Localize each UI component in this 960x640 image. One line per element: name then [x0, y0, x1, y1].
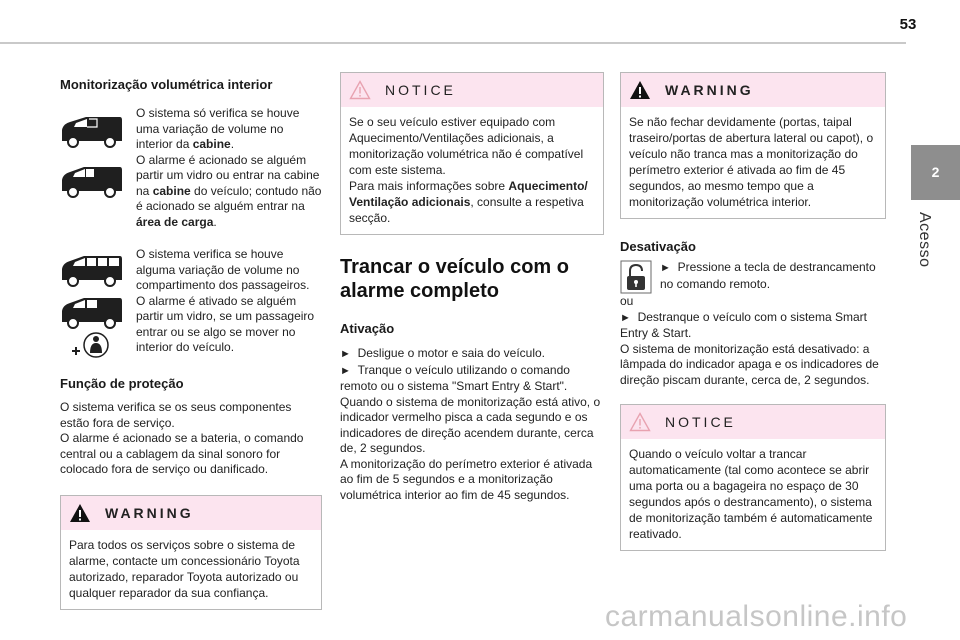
chapter-label-text: Acesso	[916, 212, 933, 268]
section-heading-protection: Função de proteção	[60, 376, 184, 391]
cabin-monitoring-text: O sistema só verifica se houve uma variação de volume no interior da cabine. O alarme é acionado se alguém partir um vidro ou entrar na cabine na cabine do veículo; contudo não é acionado se alguém entrar na área de carga.	[136, 106, 322, 229]
top-divider	[0, 42, 906, 44]
van-passenger-icon	[60, 253, 124, 289]
notice-label: NOTICE	[385, 82, 456, 98]
column-left	[60, 72, 322, 610]
bullet-arrow-icon: ►	[340, 348, 351, 360]
warning-box-header	[621, 73, 885, 107]
warning-text: Se não fechar devidamente (portas, taipal traseiro/portas de abertura lateral ou capot), o veículo não tranca mas a monitorização do perímetro exterior é ativada ao fim de 45 segundos, ao mesmo tempo que a monitorização volumétrica interior.	[629, 115, 874, 209]
warning-label: WARNING	[105, 504, 194, 521]
page-number: 53	[899, 16, 917, 33]
passenger-monitoring-block	[60, 247, 322, 359]
warning-box-header	[61, 496, 321, 530]
van-icons-group-2	[60, 247, 136, 359]
chapter-label	[910, 212, 938, 282]
deactivation-text: O sistema de monitorização está desativado: a lâmpada do indicador apaga e os indicadores de direção piscam durante, cerca de, 2 segundos.	[620, 341, 879, 387]
bullet-arrow-icon: ►	[660, 262, 671, 274]
activation-step-1: ► Desligue o motor e saia do veículo.	[340, 346, 545, 360]
deactivation-step-1-text: Pressione a tecla de destrancamento no comando remoto.	[660, 260, 876, 291]
warning-icon	[629, 80, 651, 100]
section-title-lock-alarm: Trancar o veículo com o alarme completo	[340, 256, 569, 302]
cabin-monitoring-block	[60, 106, 322, 230]
warning-label: WARNING	[665, 82, 754, 98]
activation-step-2: ► Tranque o veículo utilizando o comando remoto ou o sistema "Smart Entry & Start".	[340, 362, 570, 393]
protection-text-1: O sistema verifica se os seus componentes estão fora de serviço.	[60, 400, 292, 430]
warning-icon	[69, 503, 91, 523]
notice-box-header	[621, 405, 885, 439]
plus-heater-icon	[70, 331, 110, 359]
warning-box-closing	[620, 72, 886, 219]
warning-box-service	[60, 495, 322, 610]
notice-label: NOTICE	[665, 414, 736, 430]
section-heading-interior-monitoring: Monitorização volumétrica interior	[60, 77, 273, 92]
column-middle	[340, 72, 604, 503]
notice-text: Se o seu veículo estiver equipado com Aquecimento/Ventilações adicionais, a monitorização volumétrica não é compatível com este sistema. Para mais informações sobre Aquecimento/ Ventilação adicionais, consulte a respetiva secção.	[349, 115, 588, 225]
van-cabin-long-icon	[60, 164, 124, 200]
notice-box-header	[341, 73, 603, 107]
watermark: carmanualsonline.info	[605, 600, 908, 633]
van-cabin-icon	[60, 114, 124, 150]
deactivation-step-2: ► Destranque o veículo com o sistema Smart Entry & Start.	[620, 309, 867, 340]
unlock-key-icon	[620, 260, 652, 294]
section-heading-activation: Ativação	[340, 321, 395, 336]
van-accessory-icon	[60, 295, 124, 331]
van-icons-group-1	[60, 106, 136, 230]
notice-icon	[349, 80, 371, 100]
chapter-tab[interactable]: 2	[911, 145, 960, 200]
activation-text-2: A monitorização do perímetro exterior é ativada ao fim de 5 segundos e a monitorização volumétrica interior ao fim de 45 segundos.	[340, 456, 593, 502]
protection-text-2: O alarme é acionado se a bateria, o comando central ou a cablagem da sinal sonoro for colocado fora de serviço ou danificado.	[60, 431, 304, 476]
warning-text: Para todos os serviços sobre o sistema de alarme, contacte um concessionário Toyota autorizado, reparador Toyota autorizado ou qualquer reparador da sua confiança.	[69, 537, 300, 600]
section-heading-deactivation: Desativação	[620, 239, 696, 254]
notice-icon	[629, 412, 651, 432]
notice-box-heating	[340, 72, 604, 235]
notice-box-relock	[620, 404, 886, 551]
passenger-monitoring-text: O sistema verifica se houve alguma variação de volume no compartimento dos passageiros. O alarme é ativado se alguém partir um vidro, se um passageiro entrar ou se algo se mover no interior do veículo.	[136, 247, 315, 354]
bullet-arrow-icon: ►	[620, 311, 631, 324]
bullet-arrow-icon: ►	[340, 364, 351, 377]
column-right	[620, 72, 886, 551]
activation-text-1: Quando o sistema de monitorização está ativo, o indicador vermelho pisca a cada segundo e os indicadores de direção acendem durante, cerca de, 2 segundos.	[340, 394, 601, 455]
deactivation-or: ou	[620, 294, 634, 308]
deactivation-step-1	[620, 260, 886, 294]
notice-text: Quando o veículo voltar a trancar automaticamente (tal como acontece se abrir uma porta ou a bagageira no espaço de 30 segundos após o destrancamento), o sistema de monitorização também é automaticamente reativado.	[629, 447, 873, 541]
